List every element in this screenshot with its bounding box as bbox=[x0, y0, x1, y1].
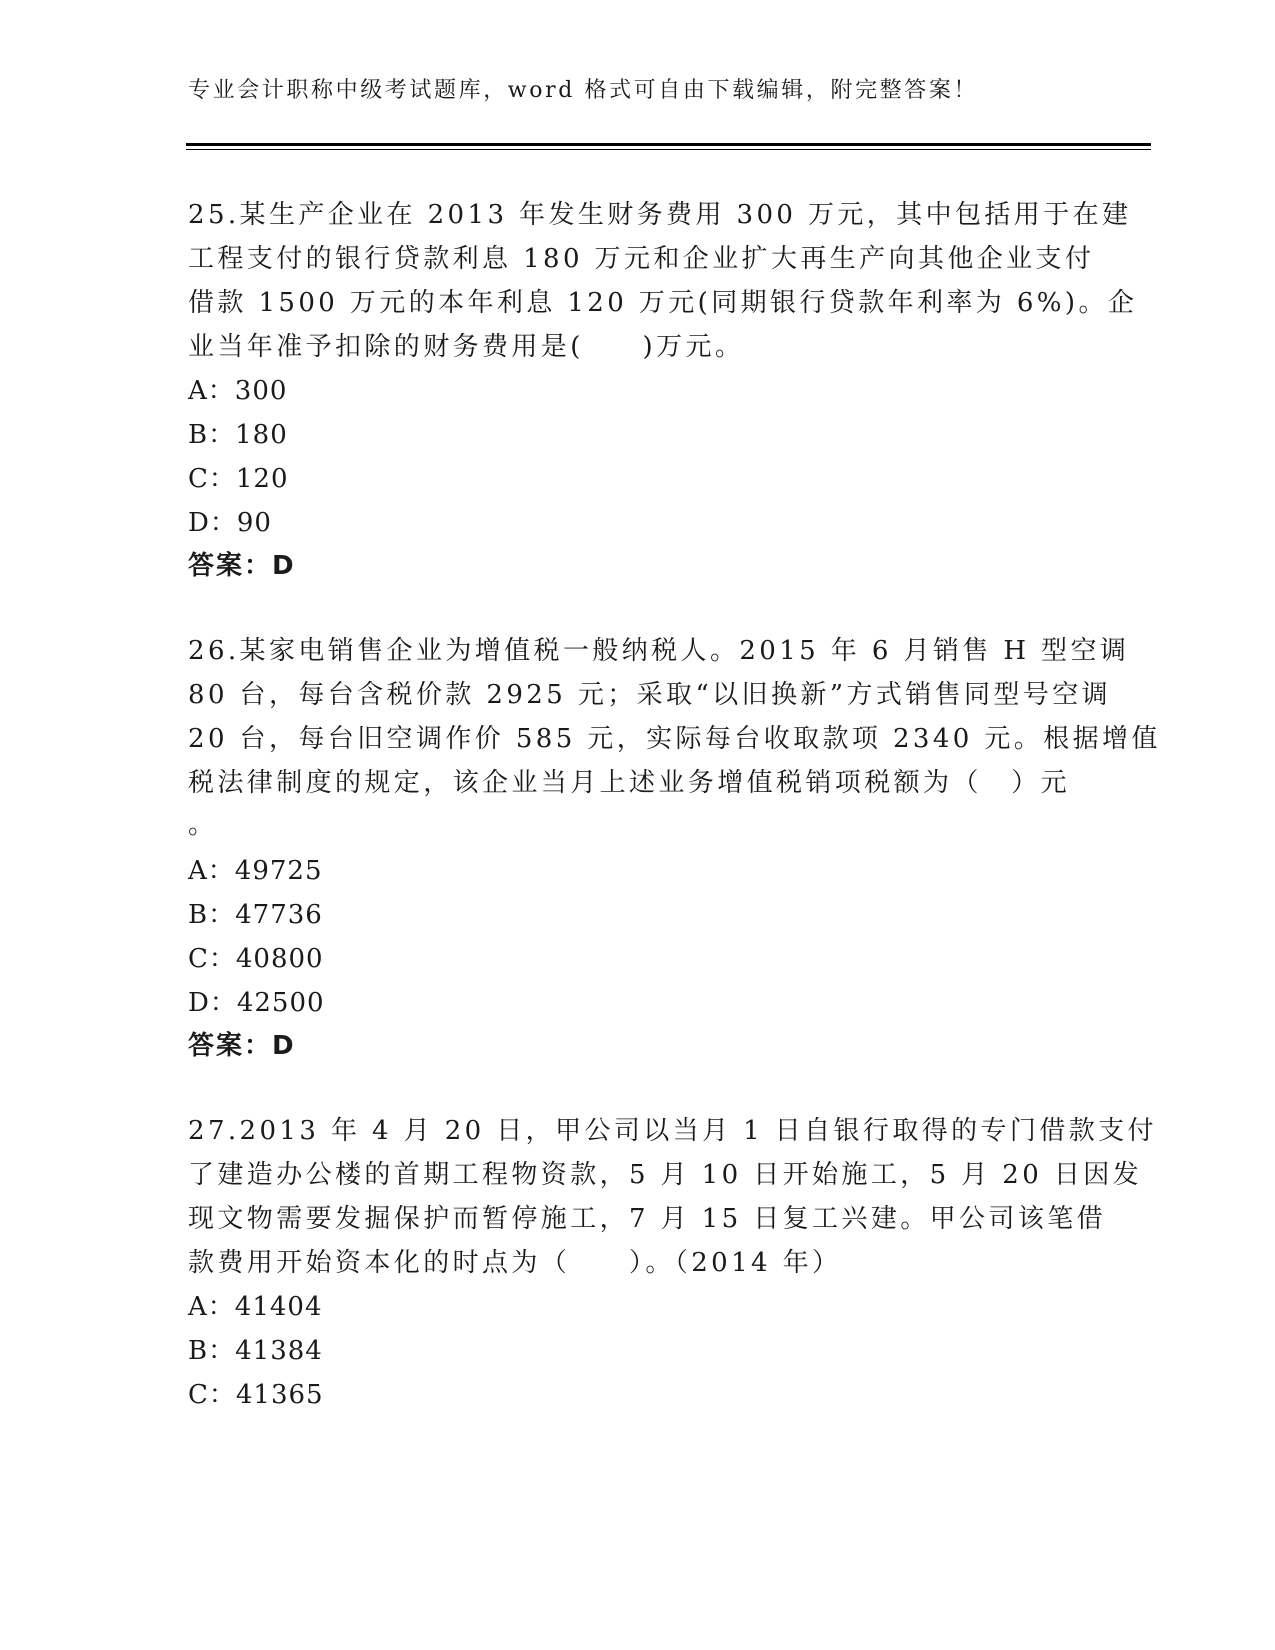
question-27-line-3: 现文物需要发掘保护而暂停施工，7 月 15 日复工兴建。甲公司该笔借 bbox=[188, 1204, 1107, 1234]
question-27-option-b: B：41384 bbox=[188, 1336, 323, 1366]
question-26-line-1: 26.某家电销售企业为增值税一般纳税人。2015 年 6 月销售 H 型空调 bbox=[188, 636, 1130, 666]
header-title: 专业会计职称中级考试题库，word 格式可自由下载编辑，附完整答案！ bbox=[188, 78, 979, 103]
question-27-line-4: 款费用开始资本化的时点为（ ）。（2014 年） bbox=[188, 1248, 842, 1278]
question-26-line-2: 80 台，每台含税价款 2925 元；采取“以旧换新”方式销售同型号空调 bbox=[188, 680, 1112, 710]
question-26-line-3: 20 台，每台旧空调作价 585 元，实际每台收取款项 2340 元。根据增值 bbox=[188, 724, 1161, 754]
question-26-option-d: D：42500 bbox=[188, 988, 325, 1018]
question-27-option-a: A：41404 bbox=[188, 1292, 323, 1322]
question-26-option-c: C：40800 bbox=[188, 944, 324, 974]
question-25-option-d: D：90 bbox=[188, 508, 272, 538]
question-25-option-c: C：120 bbox=[188, 464, 289, 494]
question-26-option-a: A：49725 bbox=[188, 856, 323, 886]
question-25-line-1: 25.某生产企业在 2013 年发生财务费用 300 万元，其中包括用于在建 bbox=[188, 200, 1132, 230]
question-25-option-b: B：180 bbox=[188, 420, 288, 450]
question-27-option-c: C：41365 bbox=[188, 1380, 324, 1410]
question-25-line-3: 借款 1500 万元的本年利息 120 万元(同期银行贷款年利率为 6%)。企 bbox=[188, 288, 1138, 318]
question-25-answer: 答案：D bbox=[188, 551, 296, 581]
question-26-line-5: 。 bbox=[188, 810, 218, 840]
question-27-line-2: 了建造办公楼的首期工程物资款，5 月 10 日开始施工，5 月 20 日因发 bbox=[188, 1160, 1143, 1190]
question-25-line-2: 工程支付的银行贷款利息 180 万元和企业扩大再生产向其他企业支付 bbox=[188, 244, 1095, 274]
question-26-answer: 答案：D bbox=[188, 1031, 296, 1061]
question-25-line-4: 业当年准予扣除的财务费用是( )万元。 bbox=[188, 332, 745, 362]
question-27-line-1: 27.2013 年 4 月 20 日，甲公司以当月 1 日自银行取得的专门借款支付 bbox=[188, 1116, 1157, 1146]
question-26-option-b: B：47736 bbox=[188, 900, 323, 930]
header-divider-thin bbox=[186, 149, 1151, 150]
question-26-line-4: 税法律制度的规定，该企业当月上述业务增值税销项税额为（ ）元 bbox=[188, 768, 1071, 798]
header-divider-thick bbox=[186, 143, 1151, 146]
question-25-option-a: A：300 bbox=[188, 376, 288, 406]
